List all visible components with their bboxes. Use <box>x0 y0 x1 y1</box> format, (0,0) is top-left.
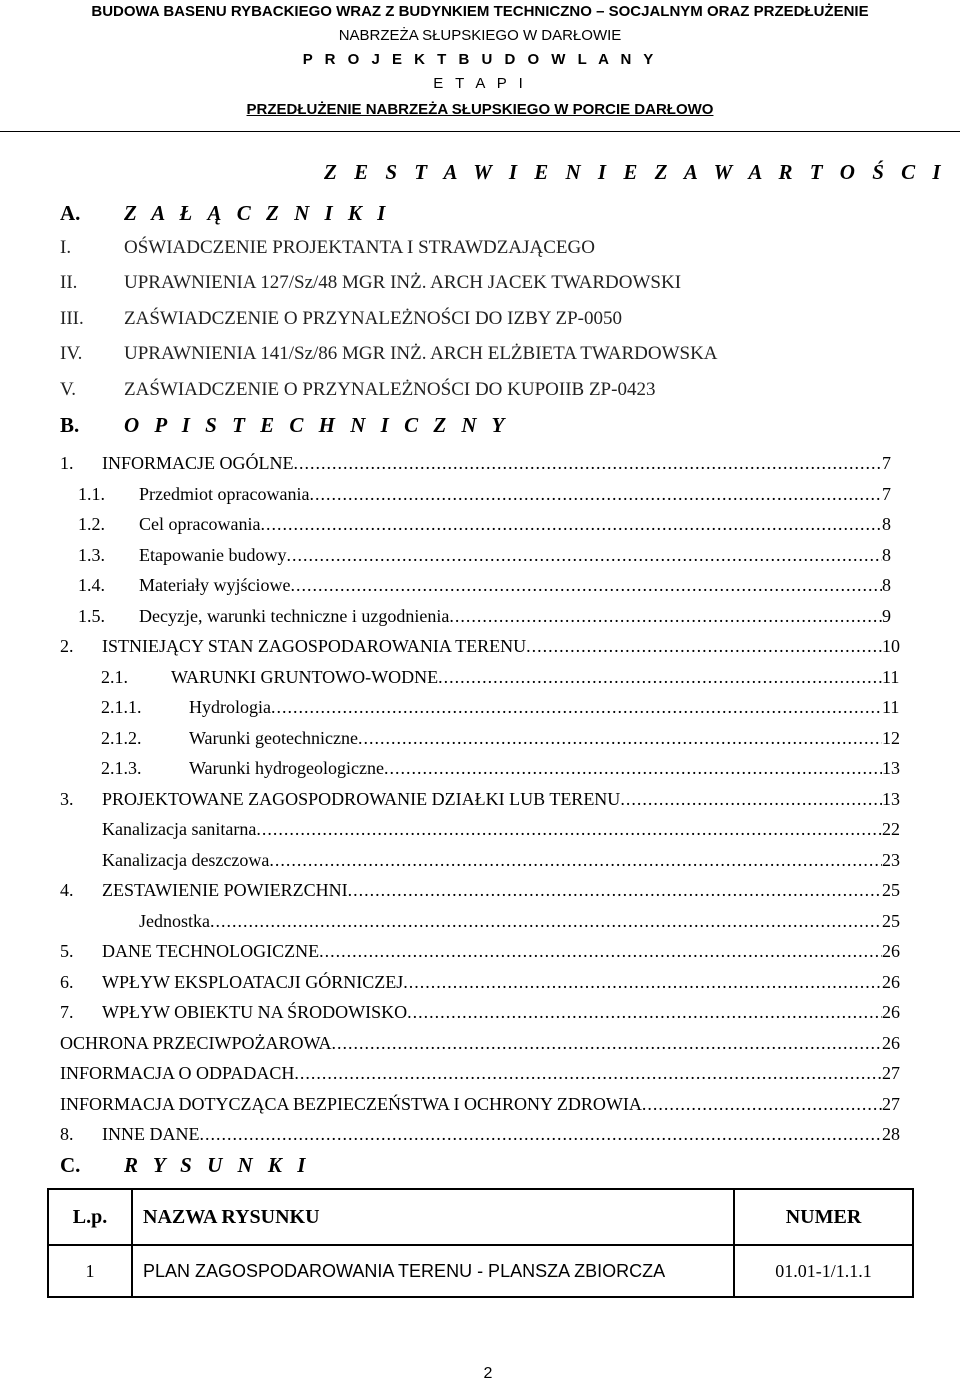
toc-entry[interactable]: OCHRONA PRZECIWPOŻAROWA ..... 26 <box>60 1032 924 1054</box>
header-subject: PRZEDŁUŻENIE NABRZEŻA SŁUPSKIEGO W PORCIE DARŁOWO <box>246 101 714 118</box>
section-b-heading <box>60 413 509 438</box>
attachment-item: I. OŚWIADCZENIE PROJEKTANTA I STRAWDZAJĄCEGO <box>60 237 595 258</box>
section-c-letter: C. <box>60 1153 81 1177</box>
toc-entry[interactable]: 2.1.1. Hydrologia ..... 11 <box>101 696 924 718</box>
toc-entry[interactable]: 5. DANE TECHNOLOGICZNE ..... 26 <box>60 940 924 962</box>
toc-entry[interactable]: 1.4. Materiały wyjściowe ..... 8 <box>78 574 924 596</box>
toc-entry[interactable]: 2. ISTNIEJĄCY STAN ZAGOSPODAROWANIA TERENU ..... 10 <box>60 635 924 657</box>
attachment-item: II. UPRAWNIENIA 127/Sz/48 MGR INŻ. ARCH JACEK TWARDOWSKI <box>60 272 682 293</box>
toc-entry[interactable]: INFORMACJA O ODPADACH ..... 27 <box>60 1062 924 1084</box>
toc-entry[interactable]: 8. INNE DANE ..... 28 <box>60 1123 924 1145</box>
header-line-2: NABRZEŻA SŁUPSKIEGO W DARŁOWIE <box>338 27 622 44</box>
toc-entry[interactable]: 4. ZESTAWIENIE POWIERZCHNI ..... 25 <box>60 879 924 901</box>
section-a-title: Z A Ł Ą C Z N I K I <box>124 201 391 225</box>
section-a-letter: A. <box>60 201 81 225</box>
section-c-title: R Y S U N K I <box>124 1153 311 1177</box>
toc-entry[interactable]: INFORMACJA DOTYCZĄCA BEZPIECZEŃSTWA I OCHRONY ZDROWIA ..... 27 <box>60 1093 924 1115</box>
attachment-item: III. ZAŚWIADCZENIE O PRZYNALEŻNOŚCI DO IZBY ZP-0050 <box>60 308 623 329</box>
header-line-1: BUDOWA BASENU RYBACKIEGO WRAZ Z BUDYNKIEM TECHNICZNO – SOCJALNYM ORAZ PRZEDŁUŻENIE <box>91 3 869 20</box>
col-header-name: NAZWA RYSUNKU <box>132 1189 734 1245</box>
cell-drawing-number: 01.01-1/1.1.1 <box>734 1245 913 1297</box>
toc-entry[interactable]: 7. WPŁYW OBIEKTU NA ŚRODOWISKO ..... 26 <box>60 1001 924 1023</box>
attachment-item: V. ZAŚWIADCZENIE O PRZYNALEŻNOŚCI DO KUPOIIB ZP-0423 <box>60 379 656 400</box>
toc-entry[interactable]: 1.2. Cel opracowania ..... 8 <box>78 513 924 535</box>
col-header-number: NUMER <box>734 1189 913 1245</box>
toc-entry[interactable]: 3. PROJEKTOWANE ZAGOSPODROWANIE DZIAŁKI LUB TERENU ..... 13 <box>60 788 924 810</box>
attachment-item: IV. UPRAWNIENIA 141/Sz/86 MGR INŻ. ARCH ELŻBIETA TWARDOWSKA <box>60 343 718 364</box>
page-number: 2 <box>483 1365 493 1382</box>
toc-entry[interactable]: 2.1.2. Warunki geotechniczne ..... 12 <box>101 727 924 749</box>
header-project-type: P R O J E K T B U D O W L A N Y <box>302 51 658 68</box>
header-rule <box>0 131 960 132</box>
col-header-lp: L.p. <box>48 1189 132 1245</box>
cell-drawing-name: PLAN ZAGOSPODAROWANIA TERENU - PLANSZA ZBIORCZA <box>132 1245 734 1297</box>
toc-entry[interactable]: Kanalizacja deszczowa ..... 23 <box>60 849 924 871</box>
toc-entry[interactable]: 1. INFORMACJE OGÓLNE ..... 7 <box>60 452 924 474</box>
section-a-heading <box>60 201 390 226</box>
toc-entry[interactable]: 2.1. WARUNKI GRUNTOWO-WODNE ..... 11 <box>101 666 924 688</box>
toc-entry[interactable]: Kanalizacja sanitarna ..... 22 <box>60 818 924 840</box>
toc-entry[interactable]: 6. WPŁYW EKSPLOATACJI GÓRNICZEJ ..... 26 <box>60 971 924 993</box>
header-stage: E T A P I <box>433 75 527 92</box>
drawings-table <box>47 1188 914 1298</box>
toc-entry[interactable]: 1.1. Przedmiot opracowania ..... 7 <box>78 483 924 505</box>
page-title: Z E S T A W I E N I E Z A W A R T O Ś C I <box>324 160 947 184</box>
table-header-row <box>48 1189 913 1245</box>
toc-entry[interactable]: 2.1.3. Warunki hydrogeologiczne ..... 13 <box>101 757 924 779</box>
section-b-title: O P I S T E C H N I C Z N Y <box>124 413 510 437</box>
section-c-heading <box>60 1153 310 1178</box>
toc-entry[interactable]: 1.5. Decyzje, warunki techniczne i uzgodnienia ..... 9 <box>78 605 924 627</box>
toc-entry[interactable]: Jednostka ..... 25 <box>78 910 924 932</box>
toc-entry[interactable]: 1.3. Etapowanie budowy ..... 8 <box>78 544 924 566</box>
cell-lp: 1 <box>48 1245 132 1297</box>
table-row[interactable] <box>48 1245 913 1297</box>
section-b-letter: B. <box>60 413 80 437</box>
